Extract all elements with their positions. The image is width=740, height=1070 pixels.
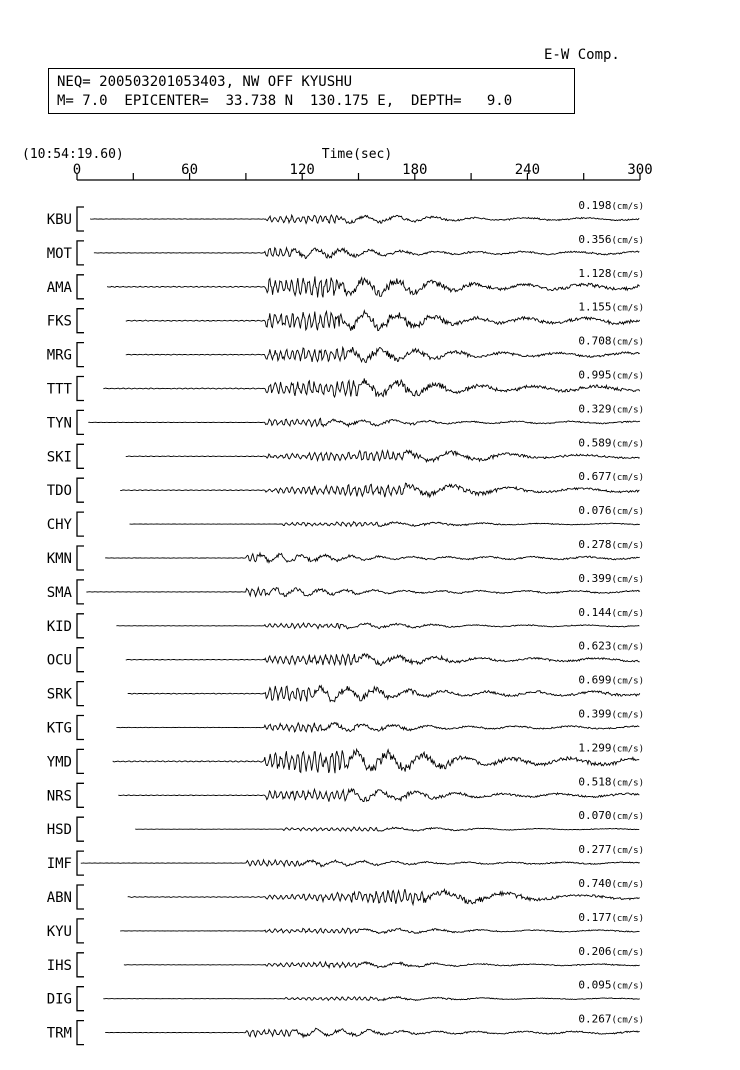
trace-imf — [81, 860, 640, 867]
station-bracket — [77, 953, 84, 977]
trace-kid — [116, 623, 639, 629]
station-bracket — [77, 885, 84, 909]
station-bracket — [77, 343, 84, 367]
station-label: MRG — [46, 347, 72, 364]
trace-trm — [105, 1028, 640, 1037]
trace-ymd — [113, 749, 640, 773]
trace-nrs — [118, 789, 639, 802]
station-label: TTT — [46, 381, 72, 398]
station-bracket — [77, 309, 84, 333]
trace-ama — [107, 276, 640, 297]
peak-amplitude-label: 0.144(cm/s) — [578, 605, 644, 619]
station-label: AMA — [46, 279, 72, 296]
trace-chy — [130, 522, 640, 527]
peak-amplitude-label: 0.278(cm/s) — [578, 538, 644, 551]
station-label: KMN — [46, 551, 72, 567]
peak-amplitude-label: 0.206(cm/s) — [578, 944, 644, 958]
station-bracket — [77, 377, 84, 401]
peak-amplitude-label: 0.267(cm/s) — [578, 1012, 644, 1026]
station-label: FKS — [46, 313, 72, 330]
peak-amplitude-label: 0.070(cm/s) — [578, 809, 644, 823]
x-tick-label: 180 — [402, 162, 428, 178]
station-label: TDO — [46, 483, 72, 500]
station-label: SKI — [46, 449, 72, 466]
peak-amplitude-label: 0.399(cm/s) — [578, 571, 644, 585]
peak-amplitude-label: 1.299(cm/s) — [578, 741, 644, 755]
station-bracket — [77, 749, 84, 773]
trace-ihs — [124, 962, 640, 968]
x-tick-label: 0 — [72, 162, 82, 178]
station-label: SRK — [46, 686, 72, 703]
station-label: YMD — [46, 754, 72, 771]
station-bracket — [77, 817, 84, 841]
peak-amplitude-label: 0.699(cm/s) — [578, 673, 644, 687]
trace-srk — [128, 686, 640, 702]
peak-amplitude-label: 0.995(cm/s) — [578, 368, 644, 382]
station-bracket — [77, 207, 84, 231]
trace-mot — [94, 248, 639, 259]
station-bracket — [77, 682, 84, 706]
trace-mrg — [126, 347, 640, 363]
trace-kbu — [90, 215, 639, 224]
x-tick-label: 120 — [289, 162, 315, 178]
event-id-line: NEQ= 200503201053403, NW OFF KYUSHU — [57, 74, 353, 90]
station-label: HSD — [46, 822, 72, 839]
station-label: CHY — [46, 517, 72, 534]
station-bracket — [77, 648, 84, 672]
trace-tyn — [88, 418, 640, 426]
trace-dig — [103, 997, 639, 1001]
station-label: KYU — [46, 923, 72, 940]
trace-fks — [126, 311, 640, 331]
station-label: KBU — [46, 212, 72, 228]
station-label: TRM — [46, 1025, 72, 1042]
trace-tdo — [120, 483, 639, 497]
event-params-line: M= 7.0 EPICENTER= 33.738 N 130.175 E, DEPTH= 9.0 — [57, 93, 513, 109]
trace-kyu — [120, 928, 639, 933]
peak-amplitude-label: 0.518(cm/s) — [578, 775, 644, 789]
station-bracket — [77, 580, 84, 604]
station-label: NRS — [46, 788, 72, 805]
station-bracket — [77, 1021, 84, 1045]
start-time-label: (10:54:19.60) — [22, 147, 124, 162]
x-axis-title: Time(sec) — [321, 147, 393, 162]
x-tick-label: 240 — [514, 162, 541, 178]
station-bracket — [77, 614, 84, 638]
peak-amplitude-label: 0.677(cm/s) — [578, 470, 644, 484]
peak-amplitude-label: 0.177(cm/s) — [578, 910, 644, 924]
peak-amplitude-label: 0.277(cm/s) — [578, 843, 644, 857]
station-label: KTG — [46, 720, 72, 737]
component-label: E-W Comp. — [544, 47, 620, 63]
trace-kmn — [105, 553, 640, 563]
x-tick-label: 60 — [181, 162, 199, 178]
peak-amplitude-label: 0.076(cm/s) — [578, 504, 644, 518]
trace-sma — [86, 588, 640, 597]
station-bracket — [77, 410, 84, 434]
peak-amplitude-label: 1.155(cm/s) — [578, 300, 644, 314]
station-bracket — [77, 919, 84, 943]
peak-amplitude-label: 0.399(cm/s) — [578, 707, 644, 721]
station-label: OCU — [46, 652, 72, 669]
peak-amplitude-label: 0.329(cm/s) — [578, 402, 644, 416]
trace-abn — [128, 889, 640, 904]
trace-ttt — [103, 378, 639, 397]
station-bracket — [77, 716, 84, 740]
station-bracket — [77, 275, 84, 299]
peak-amplitude-label: 0.198(cm/s) — [578, 199, 644, 212]
station-bracket — [77, 241, 84, 265]
station-label: DIG — [46, 991, 72, 1008]
station-bracket — [77, 444, 84, 468]
station-label: ABN — [46, 890, 72, 906]
station-label: TYN — [46, 415, 72, 432]
station-label: KID — [46, 618, 72, 635]
peak-amplitude-label: 0.623(cm/s) — [578, 639, 644, 653]
trace-hsd — [135, 827, 639, 831]
station-bracket — [77, 512, 84, 536]
station-bracket — [77, 783, 84, 807]
station-label: SMA — [46, 584, 72, 601]
station-label: IMF — [46, 856, 72, 873]
trace-ski — [126, 450, 640, 462]
station-bracket — [77, 987, 84, 1011]
trace-ktg — [116, 723, 639, 733]
station-bracket — [77, 546, 84, 570]
trace-ocu — [126, 654, 640, 666]
x-tick-label: 300 — [627, 162, 653, 178]
peak-amplitude-label: 0.095(cm/s) — [578, 978, 644, 992]
peak-amplitude-label: 0.740(cm/s) — [578, 877, 644, 890]
station-label: MOT — [46, 245, 72, 262]
peak-amplitude-label: 1.128(cm/s) — [578, 266, 644, 280]
peak-amplitude-label: 0.589(cm/s) — [578, 436, 644, 450]
station-label: IHS — [46, 957, 72, 974]
peak-amplitude-label: 0.356(cm/s) — [578, 232, 644, 246]
station-bracket — [77, 478, 84, 502]
peak-amplitude-label: 0.708(cm/s) — [578, 334, 644, 348]
